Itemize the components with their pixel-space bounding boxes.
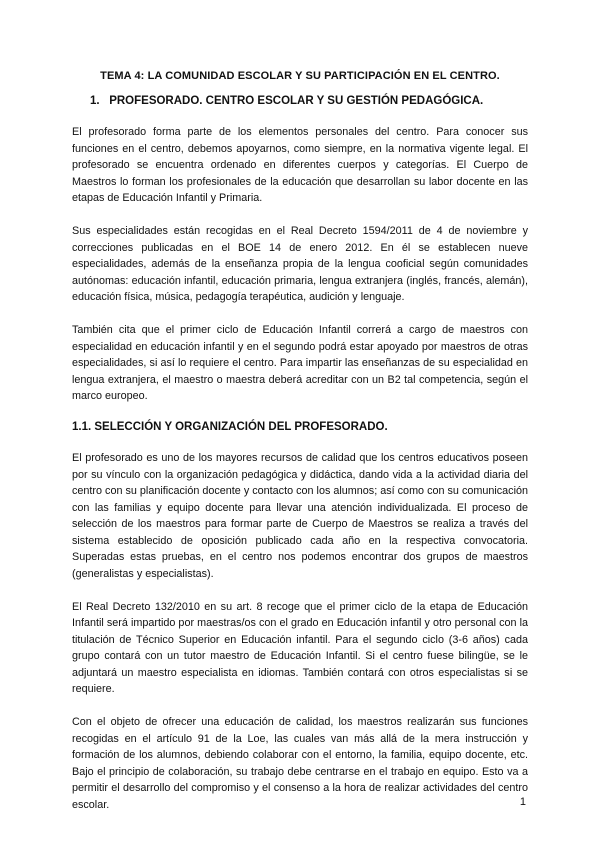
paragraph: Con el objeto de ofrecer una educación de calidad, los maestros realizarán sus funciones recogidas en el artículo 91 de la Loe, las cuales van más allá de la mera instrucción y formación de los alumnos, debiendo colaborar con el entorno, la familia, equipo docente, etc. Bajo el principio de colaboración, su trabajo debe centrarse en el trabajo en equipo. Esto va a permitir el desarrollo del compromiso y el consenso a la hora de realizar actividades del centro escolar.	[72, 716, 528, 811]
subsection-heading: 1.1. SELECCIÓN Y ORGANIZACIÓN DEL PROFESORADO.	[72, 421, 388, 433]
paragraph: El profesorado es uno de los mayores recursos de calidad que los centros educativos poseen por su vínculo con la organización pedagógica y didáctica, dando vida a la actividad diaria del centro con su planificación docente y contacto con los alumnos; así como con su comunicación con las familias y equipo docente para llevar una atención individualizada. El proceso de selección de los maestros para formar parte de Cuerpo de Maestros se realiza a través del sistema establecido de oposición publicado cada año en la respectiva convocatoria. Superadas estas pruebas, en el centro nos podemos encontrar dos grupos de maestros (generalistas y especialistas).	[72, 452, 528, 580]
document-title: TEMA 4: LA COMUNIDAD ESCOLAR Y SU PARTICIPACIÓN EN EL CENTRO.	[100, 70, 500, 82]
section-number: 1.	[90, 95, 100, 107]
paragraph: El profesorado forma parte de los elementos personales del centro. Para conocer sus funciones en el centro, debemos apoyarnos, como siempre, en la normativa vigente legal. El profesorado se encuentra ordenado en diferentes cuerpos y categorías. El Cuerpo de Maestros lo forman los profesionales de la educación que desarrollan su labor docente en las etapas de Educación Infantil y Primaria.	[72, 126, 528, 204]
paragraph: El Real Decreto 132/2010 en su art. 8 recoge que el primer ciclo de la etapa de Educación Infantil será impartido por maestras/os con el grado en Educación infantil y otro personal con la titulación de Técnico Superior en Educación infantil. Para el segundo ciclo (3-6 años) cada grupo contará con un tutor maestro de Educación Infantil. Si el centro fuese bilingüe, se le adjuntará un maestro especialista en idiomas. También contará con otros especialistas si se requiere.	[72, 600, 528, 695]
paragraph: También cita que el primer ciclo de Educación Infantil correrá a cargo de maestros con especialidad en educación infantil y en el segundo podrá estar apoyado por maestros de otras especialidades, si así lo requiere el centro. Para impartir las enseñanzas de su especialidad en lengua extranjera, el maestro o maestra deberá acreditar con un B2 tal competencia, según el marco europeo.	[72, 324, 528, 402]
paragraph: Sus especialidades están recogidas en el Real Decreto 1594/2011 de 4 de noviembre y correcciones publicadas en el BOE 14 de enero 2012. En él se establecen nueve especialidades, además de la enseñanza propia de la lengua cooficial según comunidades autónomas: educación infantil, educación primaria, lengua extranjera (inglés, francés, alemán), educación física, música, pedagogía terapéutica, audición y lenguaje.	[72, 225, 528, 303]
page-number: 1	[519, 796, 526, 808]
section-heading	[90, 95, 528, 107]
section-heading-text: PROFESORADO. CENTRO ESCOLAR Y SU GESTIÓN PEDAGÓGICA.	[109, 95, 484, 107]
